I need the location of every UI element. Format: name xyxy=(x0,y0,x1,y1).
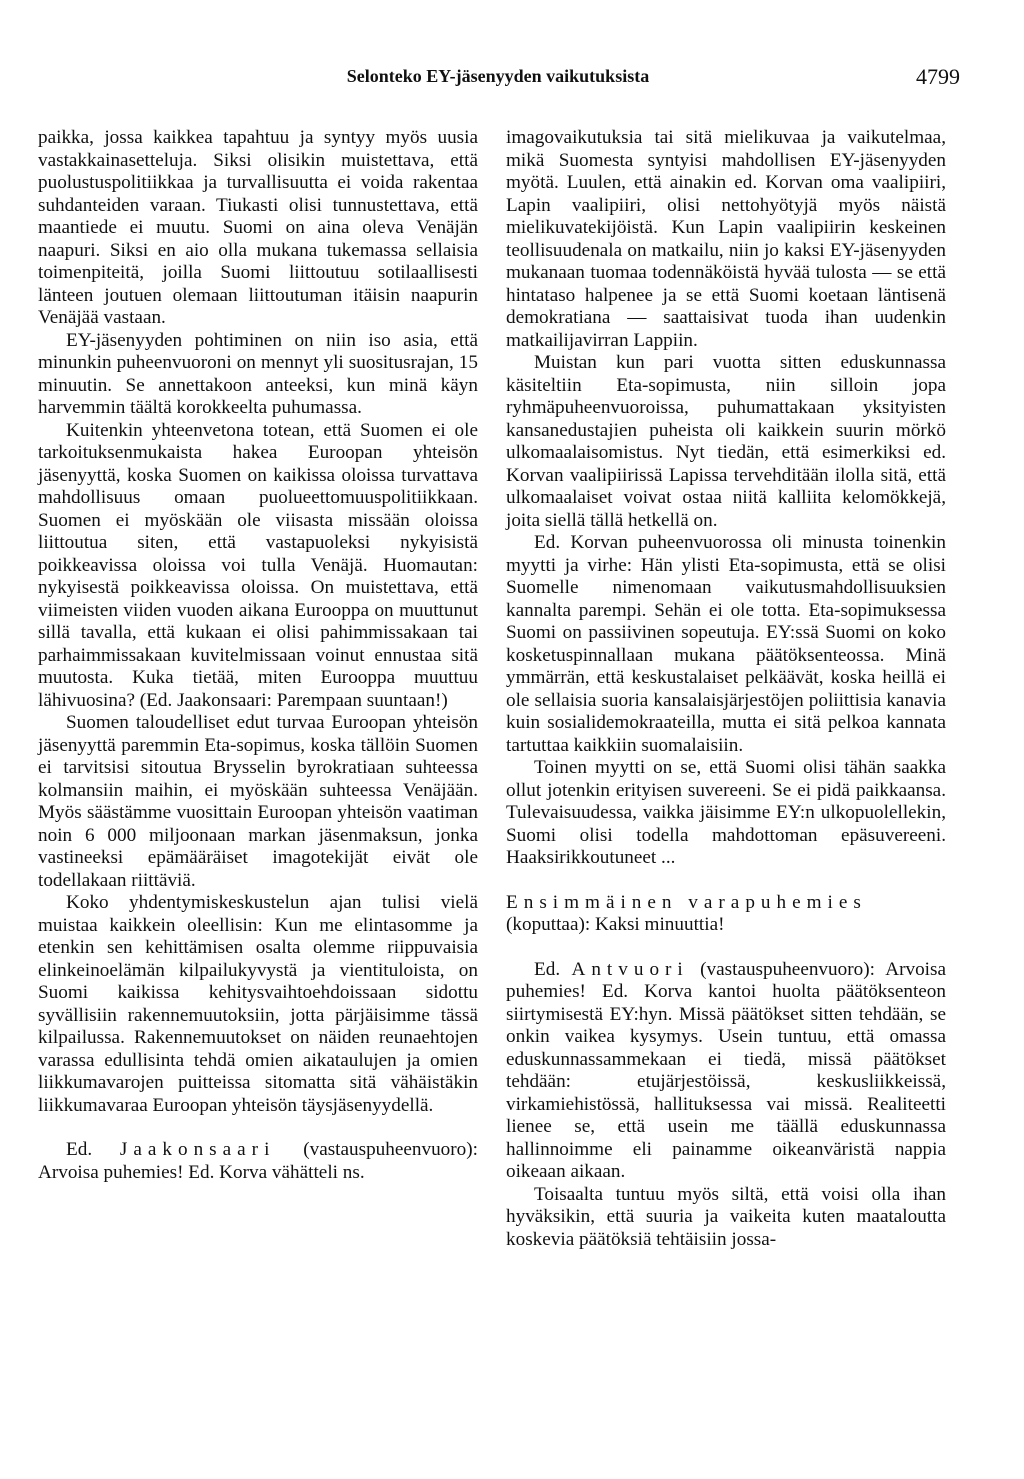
running-title: Selonteko EY-jäsenyyden vaikutuksista xyxy=(346,66,650,86)
speaker-paragraph xyxy=(506,892,946,937)
speaker-paragraph xyxy=(38,1139,478,1184)
speech-text: (vastauspuheenvuoro): Arvoisa puhemies! Ed. Korva vähätteli ns. xyxy=(38,1139,478,1183)
paragraph: paikka, jossa kaikkea tapahtuu ja syntyy myös uusia vastakkainasetteluja. Siksi olisikin muistettava, että puolustuspolitiikkaa ja turvallisuutta ei voida rakentaa suhdanteiden varaan. Tiukasti olisi tunnustettava, että maantiede ei muutu. Suomi on aina oleva Venäjän naapuri. Siksi en aio olla mukana tukemassa sellaisia toimenpiteitä, joilla Suomi liittoutuu sotilaallisesti länteen joutuen olemaan liittoutuman itäisin naapurin Venäjää vastaan. xyxy=(38,127,478,328)
paragraph: Muistan kun pari vuotta sitten eduskunnassa käsiteltiin Eta-sopimusta, niin silloin jopa ryhmäpuheenvuoroissa, puhumattakaan yksityisten kansanedustajien puheista oli kaikkein suurin mörkö ulkomaalaisomistus. Nyt tiedän, että esimerkiksi ed. Korvan vaalipiirissä Lapissa tervehditään ilolla sitä, että ulkomaalaiset voivat ostaa niitä kalliita kelomökkejä, joita siellä tällä hetkellä on. xyxy=(506,352,946,531)
speech-text: (koputtaa): Kaksi minuuttia! xyxy=(506,914,725,935)
speaker-prefix: Ed. xyxy=(534,958,572,980)
speaker-prefix: Ed. xyxy=(66,1139,120,1160)
paragraph: Toisaalta tuntuu myös siltä, että voisi olla ihan hyväksikin, että suuria ja vaikeita kuten maataloutta koskevia päätöksiä tehtäisiin jossa- xyxy=(506,1183,946,1250)
paragraph: imagovaikutuksia tai sitä mielikuvaa ja vaikutelmaa, mikä Suomesta syntyisi mahdollisen EY-jäsenyyden myötä. Luulen, että ainakin ed. Korvan oma vaalipiiri, Lapin vaalipiiri, olisi nettohyötyjä myös näistä mielikuvatekijöistä. Kun Lapin vaalipiirin keskeinen teollisuudenala on matkailu, niin jo kaksi EY-jäsenyyden mukanaan tuomaa todennäköistä hyvää tulosta — se että hintataso halpenee ja se että Suomi koetaan läntisenä demokratiana — saattaisivat tuoda ihan uudenkin matkailijavirran Lappiin. xyxy=(506,127,946,351)
speaker-name: Jaakonsaari xyxy=(119,1139,276,1160)
paragraph: Kuitenkin yhteenvetona totean, että Suomen ei ole tarkoituksenmukaista hakea Euroopan yhteisön jäsenyyttä, koska Suomen on kaikissa oloissa turvattava mahdollisuus omaan puolueettomuuspolitiikkaan. Suomen ei myöskään ole viisasta missään oloissa liittoutua siten, että vastapuoleksi nykyisistä poikkeavissa oloissa voi tulla Venäjä. Huomautan: nykyisestä poikkeavissa oloissa. On muistettava, että viimeisten viiden vuoden aikana Eurooppa on muuttunut sillä tavalla, että kukaan ei olisi pahimmissakaan tai parhaimmissakaan kuvitelmissaan voinut ennustaa sitä muutosta. Kuka tietää, miten Eurooppa muuttuu lähivuosina? (Ed. Jaakonsaari: Parempaan suuntaan!) xyxy=(38,419,478,711)
speaker-paragraph xyxy=(506,959,946,1184)
paragraph: Koko yhdentymiskeskustelun ajan tulisi vielä muistaa kaikkein oleellisin: Kun me elintasomme ja etenkin sen kehittämisen osalta olemme riippuvaisia elinkeinoelämän kilpailukyvystä ja vientituloista, on Suomi kaikissa kehitysvaihtoehdoissaan sidottu syvällisiin rakennemuutoksiin, jotta pärjäisimme tässä kilpailussa. Rakennemuutokset on näiden reunaehtojen varassa edullisinta tehdä omien aikataulujen ja omien liikkumavarojen puitteissa sitomatta sitä vähäistäkin liikkumavaraa Euroopan yhteisön täysjäsenyydellä. xyxy=(38,892,478,1116)
speaker-name: Ensimmäinen varapuhemies xyxy=(506,891,867,913)
speech-text: (vastauspuheenvuoro): Arvoisa puhemies! Ed. Korva kantoi huolta päätöksenteon siirtymisestä EY:hyn. Missä päätökset sitten tehdään, se onkin vaikea kysymys. Usein tuntuu, että omassa eduskunnassammekaan ei tiedä, missä päätökset tehdään: etujärjestöissä, keskusliikkeissä, virkamiehistössä, hallituksessa vai missä. Realiteetti lienee se, että usein me täällä eduskunnassa hallinnoimme eli painamme oikeanväristä nappia oikeaan aikaan. xyxy=(506,958,946,1182)
paragraph: EY-jäsenyyden pohtiminen on niin iso asia, että minunkin puheenvuoroni on mennyt yli suositusrajan, 15 minuutin. Se annettakoon anteeksi, kun minä käyn harvemmin täältä korokkeelta puhumassa. xyxy=(38,329,478,418)
paragraph: Ed. Korvan puheenvuorossa oli minusta toinenkin myytti ja virhe: Hän ylisti Eta-sopimusta, että se olisi Suomelle nimenomaan vaikutusmahdollisuuksien kannalta parempi. Sehän ei ole totta. Eta-sopimuksessa Suomi on passiivinen sopeutuja. EY:ssä Suomi on koko kosketuspinnallaan mukana päätöksenteossa. Minä ymmärrän, että keskustalaiset pelkäävät, koska heillä ei ole sellaisia suoria kansalaisjärjestöjen poliittisia kanavia kuin sosialidemokraateilla, mutta ei sitä pelkoa kannata tartuttaa kaikkiin suomalaisiin. xyxy=(506,532,946,756)
paragraph: Suomen taloudelliset edut turvaa Euroopan yhteisön jäsenyyttä paremmin Eta-sopimus, koska tällöin Suomen ei tarvitsisi sitoutua Brysselin byrokratiaan suhteessa kolmansiin maihin, ei myöskään suhteessa Venäjään. Myös säästämme vuosittain Euroopan yhteisön vaatiman noin 6 000 miljoonaan markan jäsenmaksun, jonka vastineeksi epämääräiset imagotekijät eivät ole todellakaan riittäviä. xyxy=(38,712,478,891)
page-number: 4799 xyxy=(916,64,960,89)
speaker-name: Antvuori xyxy=(571,958,689,980)
page-header xyxy=(36,62,960,92)
paragraph: Toinen myytti on se, että Suomi olisi tähän saakka ollut jotenkin erityisen suvereeni. Se ei pidä paikkaansa. Tulevaisuudessa, vaikka jäisimme EY:n ulkopuolellekin, Suomi olisi todella mahdottoman epäsuvereeni. Haaksirikkoutuneet ... xyxy=(506,757,946,868)
left-column xyxy=(38,127,478,1184)
right-column xyxy=(506,127,946,1251)
